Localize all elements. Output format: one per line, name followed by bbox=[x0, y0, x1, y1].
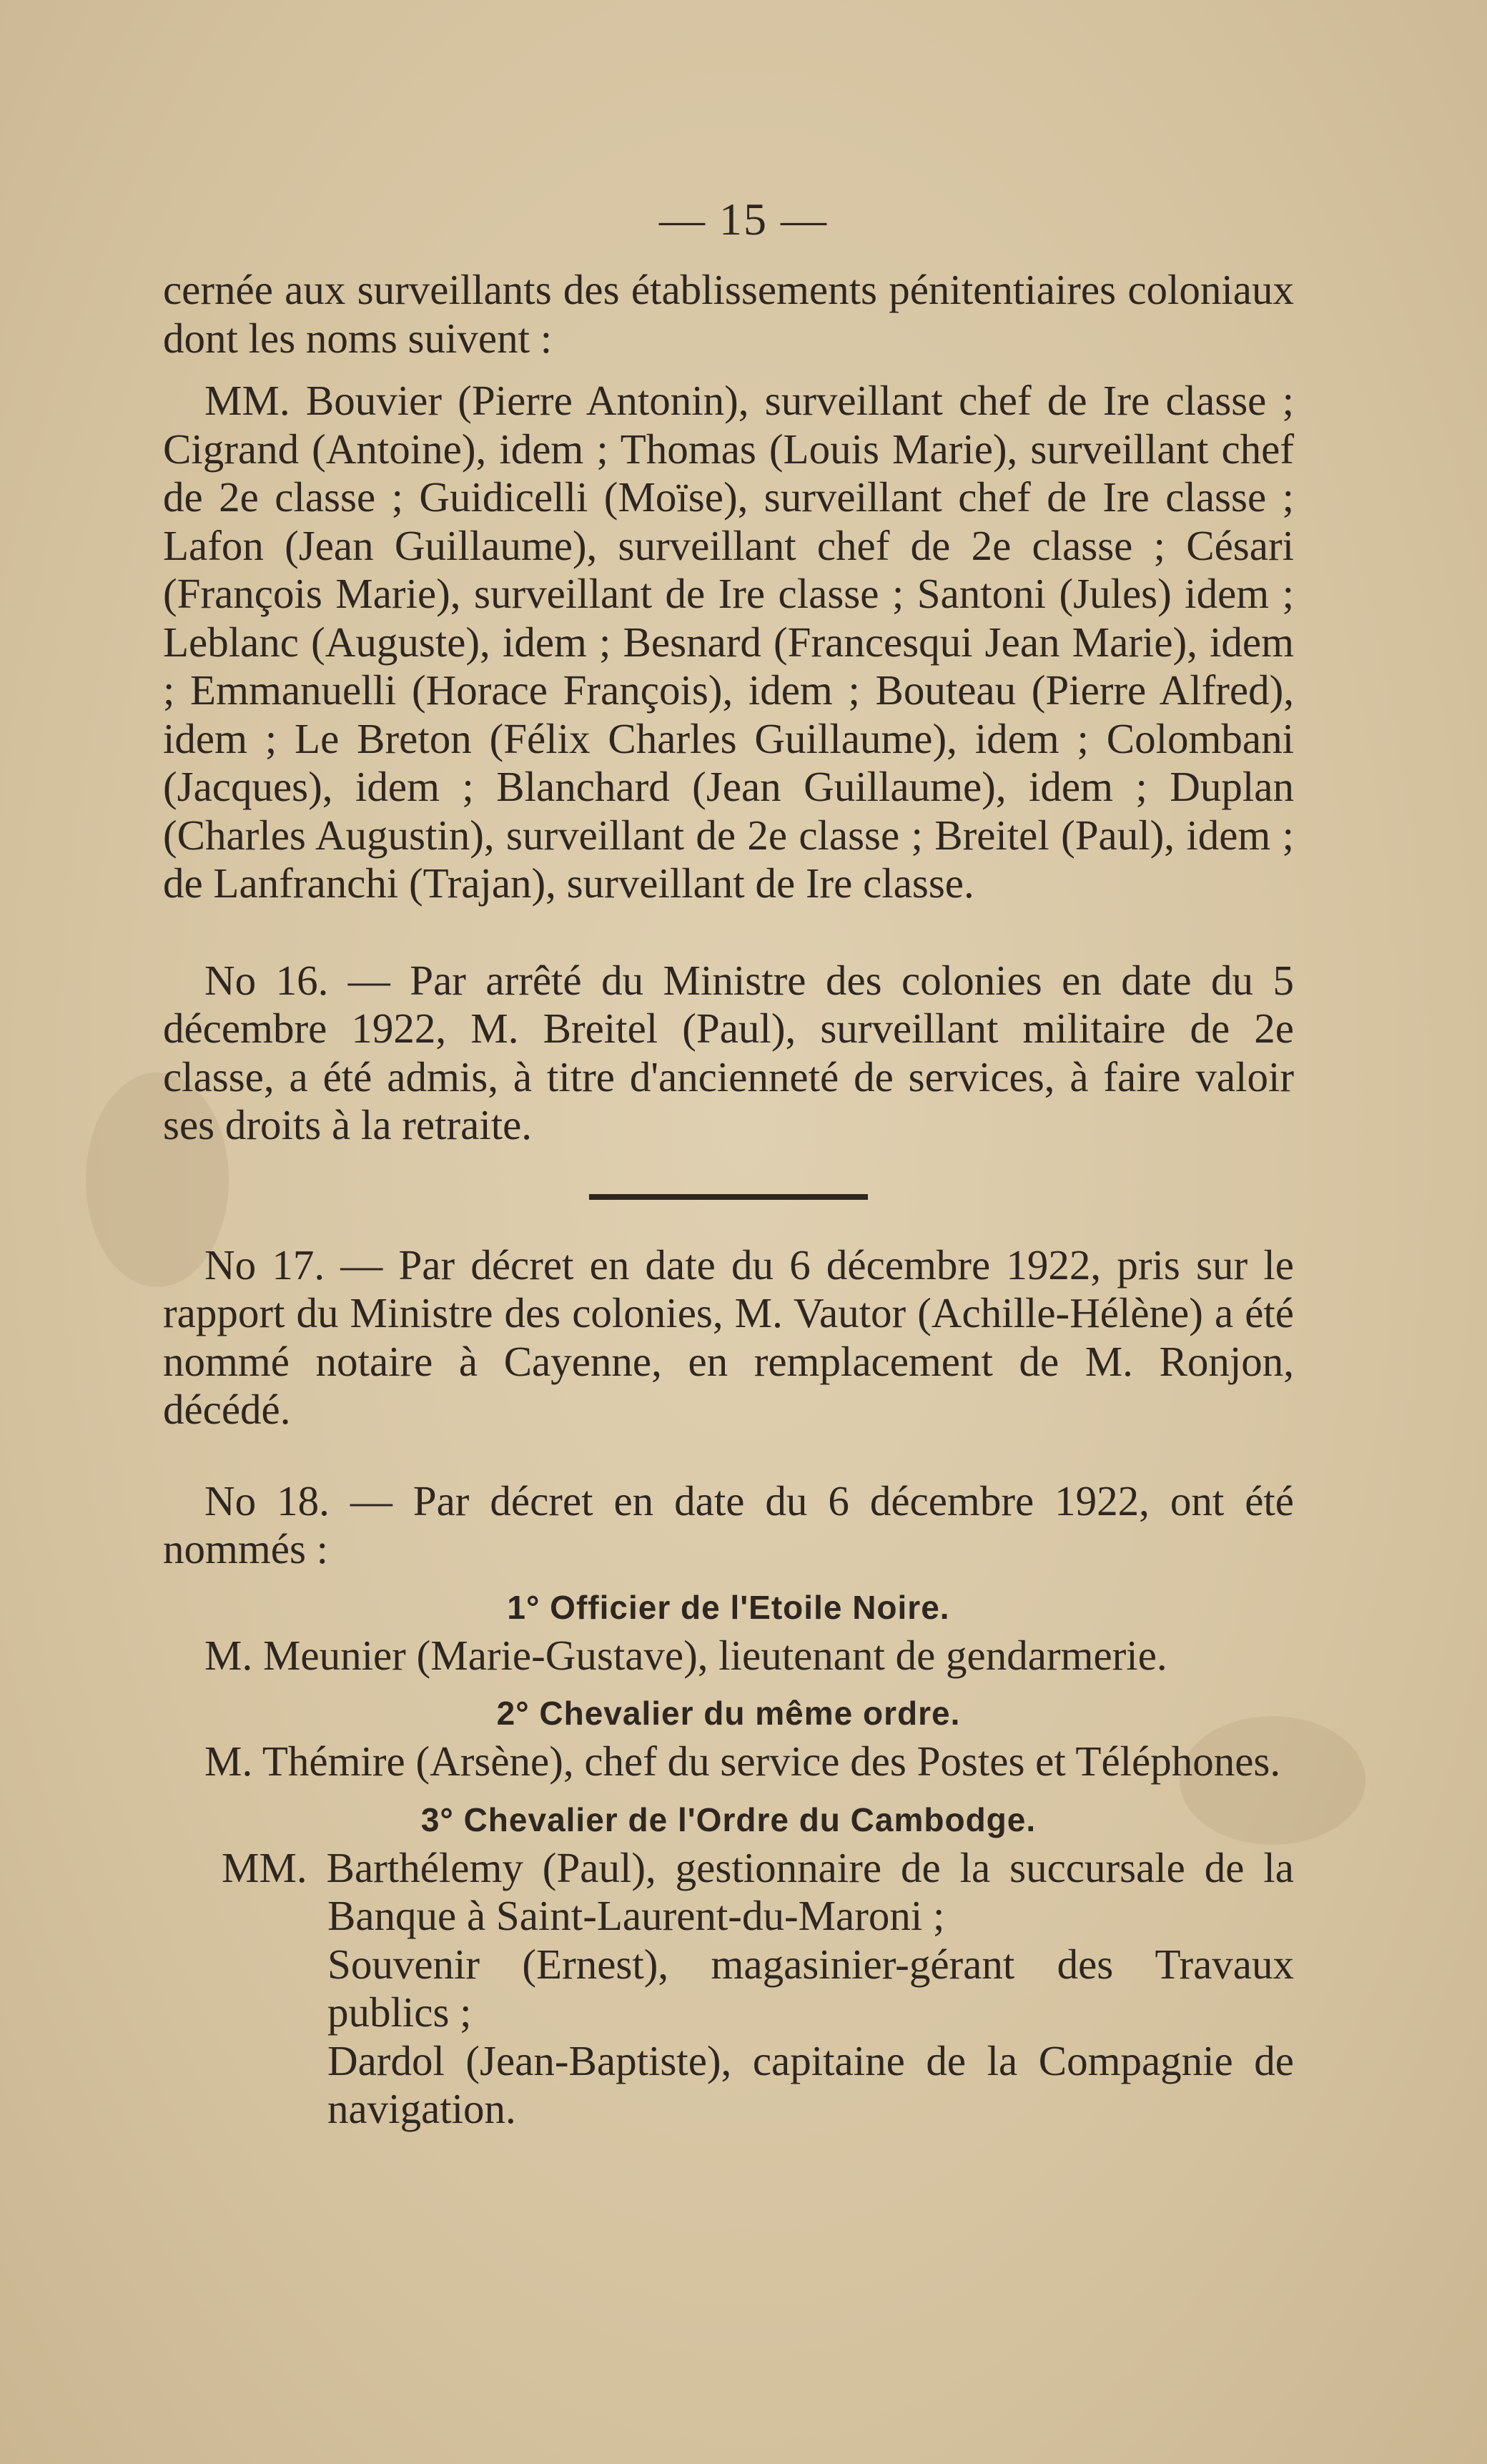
paragraph-surveillants-list: MM. Bouvier (Pierre Antonin), surveillant chef de Ire classe ; Cigrand (Antoine), idem ; Thomas (Louis Marie), surveillant chef de 2e classe ; Guidicelli (Moïse), surveillant chef de Ire classe ; Lafon (Jean Guillaume), surveillant chef de 2e classe ; Césari (François Marie), surveillant de Ire classe ; Santoni (Jules) idem ; Leblanc (Auguste), idem ; Besnard (Francesqui Jean Marie), idem ; Emmanuelli (Horace François), idem ; Bouteau (Pierre Alfred), idem ; Le Breton (Félix Charles Guillaume), idem ; Colombani (Jacques), idem ; Blanchard (Jean Guillaume), idem ; Duplan (Charles Augustin), surveillant de 2e classe ; Breitel (Paul), idem ; de Lanfranchi (Trajan), surveillant de Ire classe. bbox=[163, 377, 1294, 907]
section-heading-chevalier: 2° Chevalier du même ordre. bbox=[496, 1695, 961, 1732]
page-number: — 15 — bbox=[659, 194, 828, 245]
paragraph-continuation: cernée aux surveillants des établissements pénitentiaires coloniaux dont les noms suivent : bbox=[163, 266, 1294, 362]
page-body bbox=[163, 266, 1294, 2134]
entry-themire: M. Thémire (Arsène), chef du service des Postes et Téléphones. bbox=[204, 1738, 1281, 1785]
section-heading-officier: 1° Officier de l'Etoile Noire. bbox=[507, 1588, 950, 1626]
entry-souvenir: Souvenir (Ernest), magasinier-gérant des Travaux publics ; bbox=[327, 1940, 1294, 2036]
paragraph-no16: No 16. — Par arrêté du Ministre des colonies en date du 5 décembre 1922, M. Breitel (Paul), surveillant militaire de 2e classe, a été admis, à titre d'ancienneté de services, à faire valoir ses droits à la retraite. bbox=[163, 956, 1294, 1148]
section-heading-cambodge: 3° Chevalier de l'Ordre du Cambodge. bbox=[420, 1800, 1037, 1838]
paragraph-no17: No 17. — Par décret en date du 6 décembre 1922, pris sur le rapport du Ministre des colonies, M. Vautor (Achille-Hélène) a été nommé notaire à Cayenne, en remplacement de M. Ronjon, décédé. bbox=[163, 1241, 1294, 1433]
entry-dardol: Dardol (Jean-Baptiste), capitaine de la Compagnie de navigation. bbox=[327, 2036, 1294, 2132]
paragraph-no18: No 18. — Par décret en date du 6 décembre 1922, ont été nommés : bbox=[163, 1477, 1294, 1572]
entry-barthelemy: MM. Barthélemy (Paul), gestionnaire de la succursale de la Banque à Saint-Laurent-du-Maroni ; bbox=[222, 1843, 1294, 1939]
entry-meunier: M. Meunier (Marie-Gustave), lieutenant de gendarmerie. bbox=[204, 1631, 1167, 1679]
section-divider bbox=[589, 1194, 868, 1200]
